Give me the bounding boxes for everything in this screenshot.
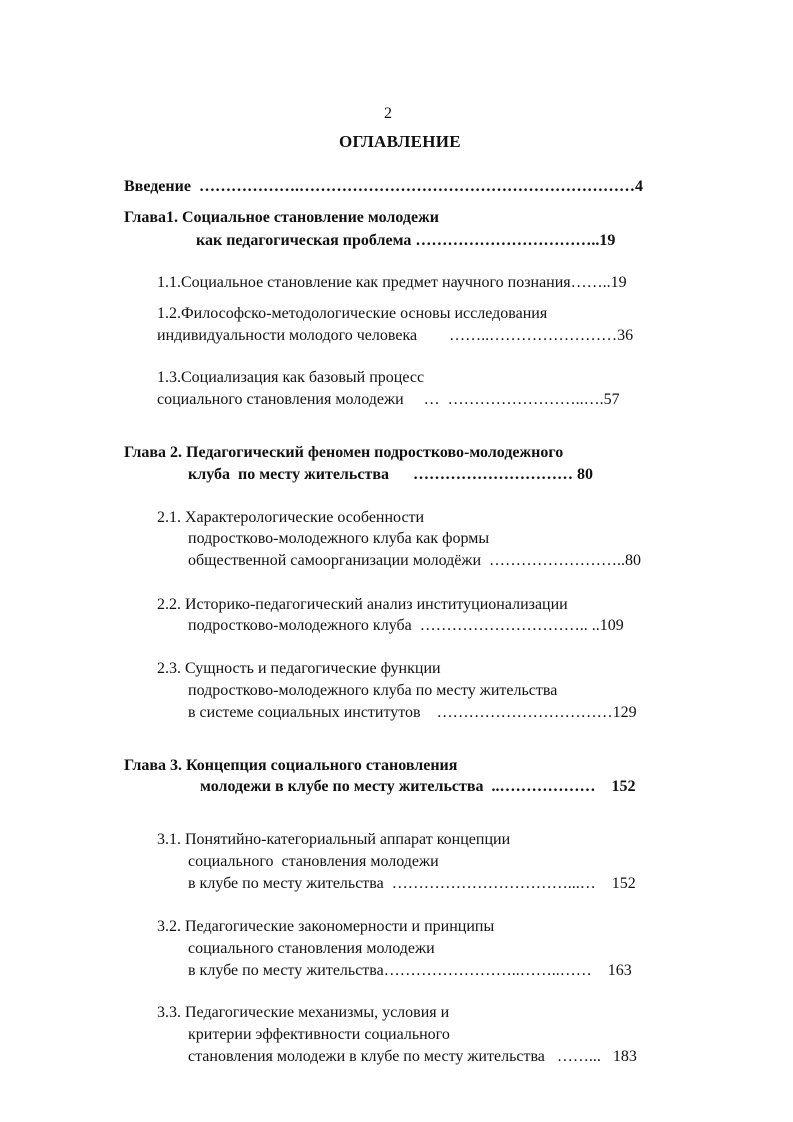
section-2-3: 2.3. Сущность и педагогические функции [157, 660, 441, 677]
section-2-1: 2.1. Характерологические особенности [157, 509, 425, 526]
section-1-3: 1.3.Социализация как базовый процесс [157, 369, 425, 386]
section-3-1-cont: социального становления молодежи [188, 853, 439, 870]
chapter-3-title: Глава 3. Концепция социального становления [124, 757, 458, 774]
section-3-1-cont-2: в клубе по месту жительства ……………………………...… 152 [188, 875, 636, 892]
section-2-2: 2.2. Историко-педагогический анализ институционализации [157, 596, 568, 613]
section-2-1-cont-2: общественной самоорганизации молодёжи ……………………..80 [188, 552, 642, 569]
section-2-3-cont-2: в системе социальных институтов ……………………………129 [188, 704, 637, 721]
section-3-2-cont: социального становления молодежи [188, 940, 435, 957]
section-1-2-cont: индивидуальности молодого человека ……..……………………36 [157, 327, 634, 344]
page-number: 2 [384, 105, 392, 122]
section-3-3-cont-2: становления молодежи в клубе по месту жительства ……... 183 [188, 1048, 637, 1065]
section-3-3-cont: критерии эффективности социального [188, 1026, 450, 1043]
section-3-2: 3.2. Педагогические закономерности и принципы [157, 918, 495, 935]
chapter-2-title: Глава 2. Педагогический феномен подростково-молодежного [124, 444, 564, 461]
section-1-3-cont: социального становления молодежи … ……………………..….57 [157, 391, 620, 408]
chapter-1-title-cont: как педагогическая проблема ……………………………..19 [196, 232, 616, 249]
section-2-3-cont: подростково-молодежного клуба по месту жительства [188, 682, 558, 699]
section-3-2-cont-2: в клубе по месту жительства……………………..……..…… 163 [188, 962, 632, 979]
section-1-2: 1.2.Философско-методологические основы исследования [157, 305, 548, 322]
chapter-1-title: Глава1. Социальное становление молодежи [124, 209, 439, 226]
chapter-2-title-cont: клуба по месту жительства ………………………… 80 [188, 466, 593, 483]
page-title: ОГЛАВЛЕНИЕ [339, 132, 461, 151]
section-1-1: 1.1.Социальное становление как предмет научного познания……..19 [157, 274, 627, 291]
section-2-1-cont: подростково-молодежного клуба как формы [188, 530, 490, 547]
section-3-3: 3.3. Педагогические механизмы, условия и [157, 1004, 450, 1021]
section-2-2-cont: подростково-молодежного клуба ………………………….. ..109 [188, 617, 624, 634]
chapter-3-title-cont: молодежи в клубе по месту жительства ..……………… 152 [200, 778, 636, 795]
section-3-1: 3.1. Понятийно-категориальный аппарат концепции [157, 831, 511, 848]
toc-entry-intro: Введение ……………….………………………………………………………4 [124, 178, 643, 195]
